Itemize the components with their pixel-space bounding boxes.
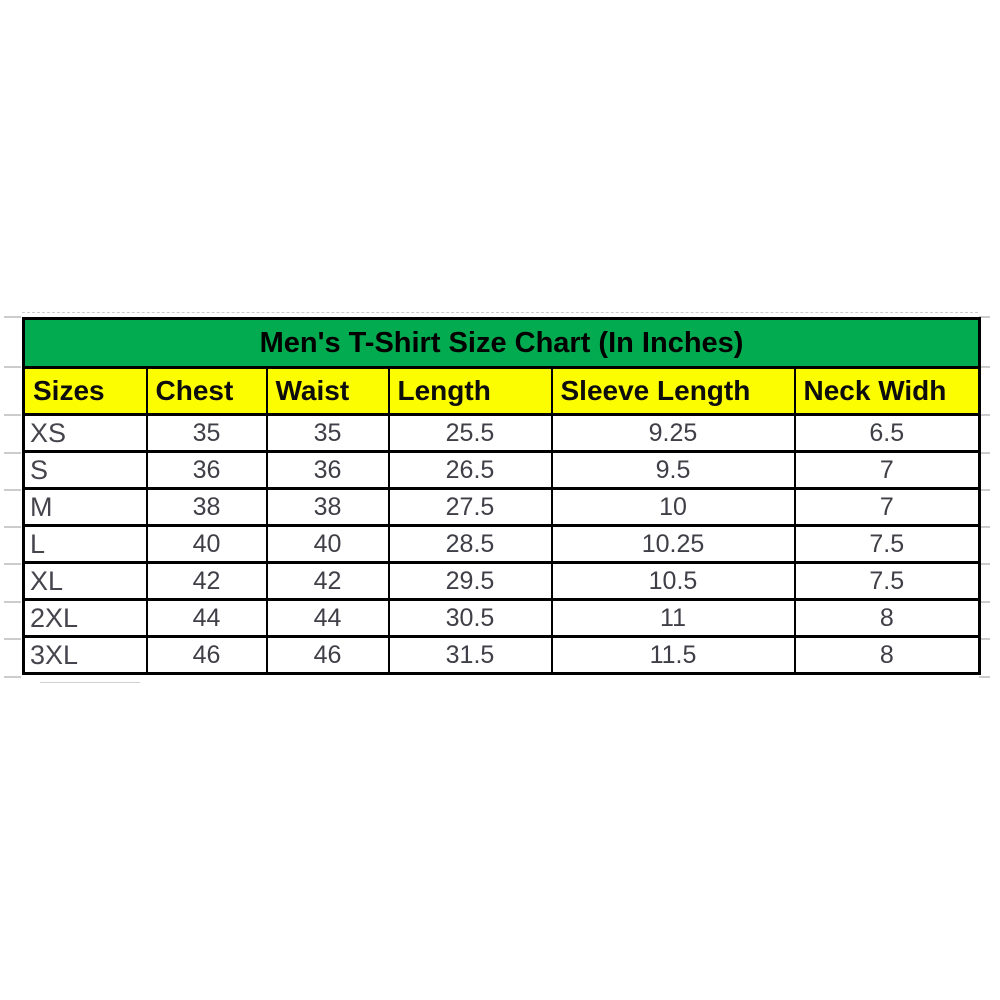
measurement-cell: 46 bbox=[267, 637, 389, 674]
size-label-cell: 2XL bbox=[24, 600, 147, 637]
measurement-cell: 7 bbox=[795, 489, 980, 526]
measurement-cell: 8 bbox=[795, 600, 980, 637]
measurement-cell: 7 bbox=[795, 452, 980, 489]
gridline-stub-left bbox=[4, 316, 21, 318]
measurement-cell: 40 bbox=[147, 526, 267, 563]
size-chart-table bbox=[22, 317, 981, 675]
column-header-sleeve-length: Sleeve Length bbox=[552, 368, 795, 415]
size-label-cell: 3XL bbox=[24, 637, 147, 674]
measurement-cell: 36 bbox=[147, 452, 267, 489]
measurement-cell: 46 bbox=[147, 637, 267, 674]
measurement-cell: 6.5 bbox=[795, 415, 980, 452]
measurement-cell: 7.5 bbox=[795, 563, 980, 600]
measurement-cell: 30.5 bbox=[389, 600, 552, 637]
gridline-stub-left bbox=[4, 489, 21, 491]
table-row bbox=[24, 452, 980, 489]
column-header-row bbox=[24, 368, 980, 415]
measurement-cell: 10.25 bbox=[552, 526, 795, 563]
measurement-cell: 44 bbox=[267, 600, 389, 637]
table-row bbox=[24, 563, 980, 600]
measurement-cell: 10 bbox=[552, 489, 795, 526]
measurement-cell: 40 bbox=[267, 526, 389, 563]
table-row bbox=[24, 637, 980, 674]
title-row bbox=[24, 319, 980, 368]
measurement-cell: 31.5 bbox=[389, 637, 552, 674]
gridline-stub-left bbox=[4, 563, 21, 565]
size-label-cell: XL bbox=[24, 563, 147, 600]
measurement-cell: 36 bbox=[267, 452, 389, 489]
measurement-cell: 35 bbox=[147, 415, 267, 452]
size-label-cell: XS bbox=[24, 415, 147, 452]
gridline-stub-left bbox=[4, 414, 21, 416]
measurement-cell: 11.5 bbox=[552, 637, 795, 674]
size-label-cell: S bbox=[24, 452, 147, 489]
measurement-cell: 35 bbox=[267, 415, 389, 452]
column-header-neck-widh: Neck Widh bbox=[795, 368, 980, 415]
measurement-cell: 42 bbox=[267, 563, 389, 600]
measurement-cell: 9.25 bbox=[552, 415, 795, 452]
measurement-cell: 28.5 bbox=[389, 526, 552, 563]
measurement-cell: 29.5 bbox=[389, 563, 552, 600]
column-header-waist: Waist bbox=[267, 368, 389, 415]
column-header-chest: Chest bbox=[147, 368, 267, 415]
size-label-cell: L bbox=[24, 526, 147, 563]
measurement-cell: 27.5 bbox=[389, 489, 552, 526]
gridline-stub-right bbox=[979, 676, 990, 678]
measurement-cell: 7.5 bbox=[795, 526, 980, 563]
gridline-stub-left bbox=[4, 366, 21, 368]
measurement-cell: 11 bbox=[552, 600, 795, 637]
gridline-stub-left bbox=[4, 526, 21, 528]
measurement-cell: 38 bbox=[267, 489, 389, 526]
table-row bbox=[24, 489, 980, 526]
gridline-stub-left bbox=[4, 452, 21, 454]
gridline-remnant-bottom bbox=[40, 682, 140, 683]
table-row bbox=[24, 526, 980, 563]
column-header-sizes: Sizes bbox=[24, 368, 147, 415]
size-label-cell: M bbox=[24, 489, 147, 526]
measurement-cell: 26.5 bbox=[389, 452, 552, 489]
measurement-cell: 8 bbox=[795, 637, 980, 674]
measurement-cell: 10.5 bbox=[552, 563, 795, 600]
measurement-cell: 42 bbox=[147, 563, 267, 600]
table-row bbox=[24, 600, 980, 637]
column-header-length: Length bbox=[389, 368, 552, 415]
gridline-stub-left bbox=[4, 676, 21, 678]
measurement-cell: 25.5 bbox=[389, 415, 552, 452]
table-row bbox=[24, 415, 980, 452]
gridline-remnant-top bbox=[22, 312, 978, 313]
measurement-cell: 44 bbox=[147, 600, 267, 637]
measurement-cell: 9.5 bbox=[552, 452, 795, 489]
gridline-stub-left bbox=[4, 638, 21, 640]
gridline-stub-left bbox=[4, 601, 21, 603]
table-title: Men's T-Shirt Size Chart (In Inches) bbox=[24, 319, 980, 368]
measurement-cell: 38 bbox=[147, 489, 267, 526]
